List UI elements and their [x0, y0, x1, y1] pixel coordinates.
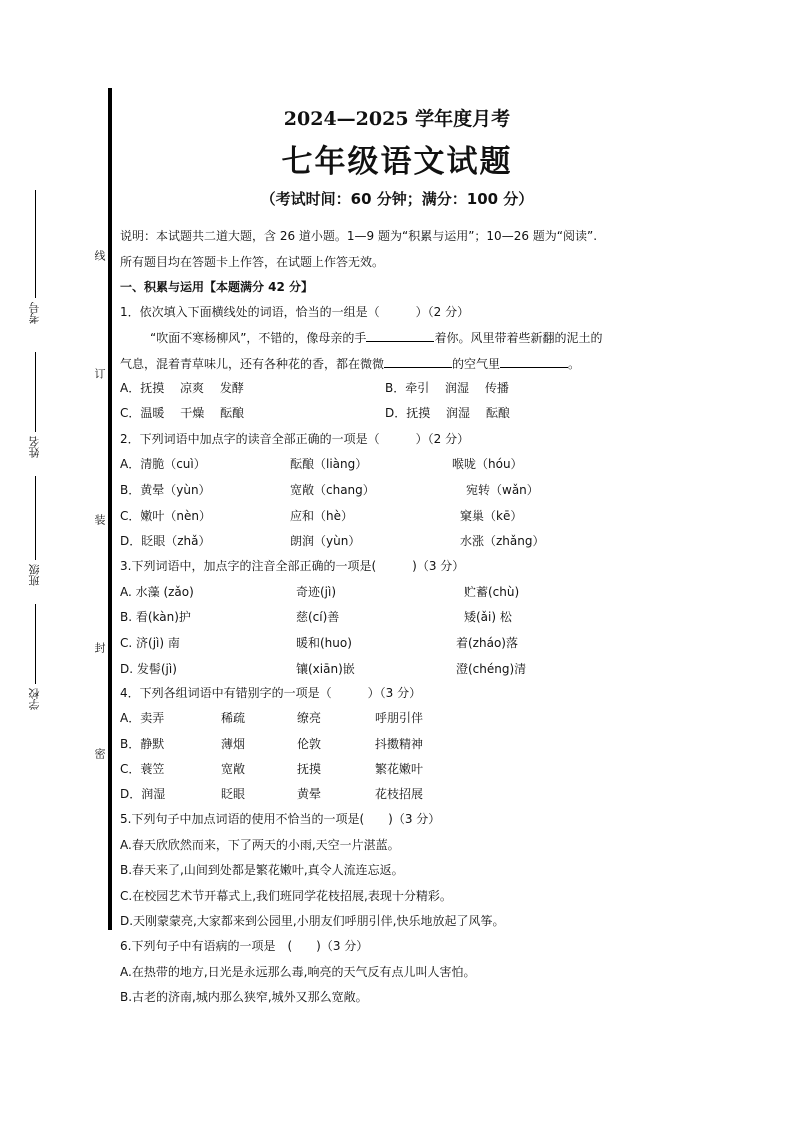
- q2-option-b-word3: 宛转（wǎn）: [466, 483, 539, 497]
- q1-passage-text: 。: [568, 357, 581, 371]
- q1-option-d: D．抚摸 润湿 酝酿: [385, 406, 510, 420]
- q4-option-c-word2: 宽敞: [221, 762, 246, 776]
- question-stem-1: 1．依次填入下面横线处的词语，恰当的一组是（ ）（2 分）: [120, 305, 470, 319]
- instruction-line: 所有题目均在答题卡上作答，在试题上作答无效。: [120, 255, 385, 269]
- q1-option-b: B．牵引 润湿 传播: [385, 381, 509, 395]
- q4-option-b-word3: 伦敦: [297, 737, 322, 751]
- binding-char-zhuang: 装: [93, 514, 106, 525]
- side-field-line: [35, 476, 36, 560]
- q3-option-c: C. 济(jì) 南: [120, 636, 180, 650]
- question-stem-3: 3.下列词语中，加点字的注音全部正确的一项是( )（3 分）: [120, 559, 465, 573]
- q1-passage-line2: [120, 355, 580, 372]
- q4-option-b-word4: 抖擞精神: [375, 737, 424, 751]
- side-field-line: [35, 190, 36, 298]
- q2-option-c-word2: 应和（hè）: [290, 509, 353, 523]
- q4-option-d-word4: 花枝招展: [375, 787, 424, 801]
- q4-option-a-word2: 稀疏: [221, 711, 246, 725]
- q2-option-d: D．眨眼（zhǎ）: [120, 534, 211, 548]
- side-field-line: [35, 604, 36, 684]
- q2-option-a-word2: 酝酿（liàng）: [290, 457, 368, 471]
- binding-char-feng: 封: [93, 642, 106, 653]
- q3-option-c-word2: 暖和(huo): [296, 636, 352, 650]
- side-field-exam-number: [26, 190, 44, 328]
- question-stem-4: 4．下列各组词语中有错别字的一项是（ ）（3 分）: [120, 686, 422, 700]
- q3-option-a-word2: 奇迹(jì): [296, 585, 337, 599]
- q4-option-a-word4: 呼朋引伴: [375, 711, 424, 725]
- q2-option-a-word3: 喉咙（hóu）: [452, 457, 523, 471]
- exam-year-title: 2024—2025 学年度月考: [283, 108, 511, 130]
- q2-option-b-word2: 宽敞（chang）: [290, 483, 375, 497]
- side-field-school: [26, 604, 44, 714]
- instruction-line: 说明：本试题共二道大题，含 26 道小题。1—9 题为“积累与运用”；10—26 题为“阅读”.: [120, 229, 598, 243]
- binding-char-ding: 订: [93, 368, 106, 379]
- q1-option-c: C．温暖 干燥 酝酿: [120, 406, 245, 420]
- q1-passage-text: “吹面不寒杨柳风”，不错的，像母亲的手: [150, 331, 367, 345]
- q4-option-a: A．卖弄: [120, 711, 165, 725]
- section-heading: 一、积累与运用【本题满分 42 分】: [120, 280, 314, 294]
- q3-option-b: B. 看(kàn)护: [120, 610, 191, 624]
- q4-option-a-word3: 缭亮: [297, 711, 322, 725]
- exam-subject-title: 七年级语文试题: [281, 144, 513, 180]
- q4-option-c-word4: 繁花嫩叶: [375, 762, 424, 776]
- q2-option-a: A．清脆（cuì）: [120, 457, 206, 471]
- side-field-label: 学校: [28, 688, 41, 710]
- q4-option-d-word3: 黄晕: [297, 787, 322, 801]
- binding-char-xian: 线: [93, 250, 106, 261]
- q2-option-d-word3: 水涨（zhǎng）: [460, 534, 545, 548]
- q1-passage-line1: [150, 329, 602, 346]
- q2-option-c-word3: 窠巢（kē）: [460, 509, 523, 523]
- side-field-label: 考号: [28, 302, 41, 324]
- q3-option-b-word3: 矮(ǎi) 松: [464, 610, 512, 624]
- binding-vertical-line: [108, 88, 112, 930]
- q1-option-a: A．抚摸 凉爽 发酵: [120, 381, 244, 395]
- q1-passage-text: 气息，混着青草味儿，还有各种花的香，都在微微: [120, 357, 385, 371]
- side-field-class: [26, 476, 44, 590]
- exam-info: （考试时间：60 分钟；满分：100 分）: [260, 190, 534, 208]
- q1-passage-text: 着你。风里带着些新翻的泥土的: [434, 331, 603, 345]
- fill-blank: [366, 329, 434, 342]
- q3-option-a: A. 水藻 (zǎo): [120, 585, 194, 599]
- q5-option-c: C.在校园艺术节开幕式上,我们班同学花枝招展,表现十分精彩。: [120, 889, 452, 903]
- q5-option-b: B.春天来了,山间到处都是繁花嫩叶,真令人流连忘返。: [120, 863, 404, 877]
- q5-option-d: D.天刚蒙蒙亮,大家都来到公园里,小朋友们呼朋引伴,快乐地放起了风筝。: [120, 914, 505, 928]
- q3-option-a-word3: 贮蓄(chù): [464, 585, 520, 599]
- fill-blank: [384, 355, 452, 368]
- q4-option-c-word3: 抚摸: [297, 762, 322, 776]
- q3-option-c-word3: 着(zháo)落: [456, 636, 518, 650]
- q2-option-d-word2: 朗润（yùn）: [290, 534, 361, 548]
- question-stem-2: 2．下列词语中加点字的读音全部正确的一项是（ ）（2 分）: [120, 432, 470, 446]
- q4-option-d: D．润湿: [120, 787, 166, 801]
- q1-passage-text: 的空气里: [452, 357, 501, 371]
- question-stem-6: 6.下列句子中有语病的一项是 ( )（3 分）: [120, 939, 369, 953]
- q3-option-d-word3: 澄(chéng)清: [456, 662, 527, 676]
- q4-option-b: B．静默: [120, 737, 165, 751]
- q5-option-a: A.春天欣欣然而来，下了两天的小雨,天空一片湛蓝。: [120, 838, 400, 852]
- question-stem-5: 5.下列句子中加点词语的使用不恰当的一项是( )（3 分）: [120, 812, 441, 826]
- q3-option-d: D. 发髻(jì): [120, 662, 177, 676]
- q4-option-c: C．蓑笠: [120, 762, 165, 776]
- q6-option-b: B.古老的济南,城内那么狭窄,城外又那么宽敞。: [120, 990, 368, 1004]
- binding-char-mi: 密: [93, 748, 106, 759]
- q3-option-d-word2: 镶(xiān)嵌: [296, 662, 355, 676]
- q2-option-c: C．嫩叶（nèn）: [120, 509, 211, 523]
- q2-option-b: B．黄晕（yùn）: [120, 483, 211, 497]
- fill-blank: [500, 355, 568, 368]
- q6-option-a: A.在热带的地方,日光是永远那么毒,响亮的天气反有点儿叫人害怕。: [120, 965, 476, 979]
- q4-option-d-word2: 眨眼: [221, 787, 246, 801]
- side-field-name: [26, 352, 44, 462]
- q3-option-b-word2: 慈(cí)善: [296, 610, 340, 624]
- side-field-label: 班级: [28, 564, 41, 586]
- q4-option-b-word2: 薄烟: [221, 737, 246, 751]
- side-field-label: 姓名: [28, 436, 41, 458]
- side-field-line: [35, 352, 36, 432]
